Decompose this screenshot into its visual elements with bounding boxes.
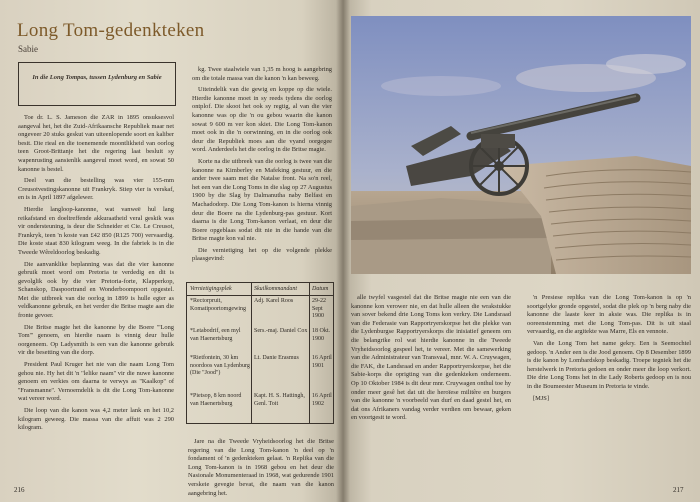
paragraph: Uiteindelik van die gewig en koppe op die wiele. Hierdie kanonne moet in sy reeds tydens die oorlog ontplof. Die skoot het ook sy regtig, al van die vier kanonne was op die 'n ou gebou waarin die kanon sowat 9 600 m ver kon skiet. Die Long Tom-kanon moet ook in die 'n oorwinning, en in die oorlog ook deur die Republiek moes aan die vyand oorgegee word. Anderdeels het die oorlog in die Britse magte. — [192, 86, 332, 154]
paragraph: Deel van die bestelling was vier 155-mm Creusotvestingskanonne uit Frankryk. Stiep vier is verskaf, en is in April 1897 afgelewer. — [18, 177, 174, 202]
right-page — [343, 0, 700, 502]
page-number-left: 216 — [14, 486, 25, 494]
long-tom-cannon-photo — [351, 16, 691, 274]
paragraph: Die vernietiging het op die volgende plekke plaasgevind: — [192, 246, 332, 263]
table-cell-date: 29-22 Sept 1900 — [312, 298, 326, 320]
paragraph: alle twyfel vasgestel dat die Britse magte nie een van die kanonne kon verower nie, en dat hulle alleen die wrakstukke van sover bekend drie Long Toms kon verkry. Die Landsraad van die Federasie van Rapportryerskorpse het die plekke van die Lydenburgse Rapportryerskorps die inisiatief geneem om die belangrike rol wat hierdie kanonne in die Tweede Vryheidsoorlog gespeel het, te vereer. Met die samewerking van die Administrateur van Transvaal, mnr. W. A. Cruywagen, die FAK, die Landsraad en ander Rapportryerskorpse, het die Sabie-korps die oprigting van die gedenkteken onderneem. Op 10 Oktober 1984 is dit deur mnr. Cruywagen onthul toe hy onder meer gesê het dat uit die heroïese militêre en burgers van die kanonne 'n voorbeeld van durf en daad gestel het, en dat ons Afrikaners vandag verder verdien om bewaar, geken en voortgesit te word. — [351, 294, 511, 422]
table-cell-commander: Lt. Danie Erasmus — [254, 355, 299, 361]
right-column-1 — [351, 294, 511, 490]
paragraph: Die Britse magte het die kanonne by die Boere '''Long Tom''' genoem, en hierdie naam is vinnig deur hulle oorgeneem. Op Ladysmith is een van die kanonne gebruik vir die besetting van die dorp. — [18, 323, 174, 357]
table-cell-commander: Sers.-maj. Daniel Cox — [254, 328, 308, 334]
cloud — [606, 54, 686, 74]
platform-shadow — [351, 218, 551, 240]
table-cell-date: 18 Okt. 1900 — [312, 328, 330, 342]
right-column-2 — [527, 294, 691, 484]
paragraph: Die loop van die kanon was 4,2 meter lank en het 10,2 kilogram geweeg. Die massa van die affuit was 2 290 kilogram. — [18, 407, 174, 432]
table-divider — [309, 283, 310, 423]
book-gutter — [336, 0, 350, 502]
left-column-2 — [192, 66, 332, 276]
paragraph: 'n Presiese replika van die Long Tom-kanon is op 'n soortgelyke gronde opgestel, sodat die plek op 'n berg naby die kanonne die laaste keer in aksie was. Die replika is in ooreenstemming met die Long Tom-pas. Dit is uit staal vervaardig, en die argitekte was Marre, Els en vennote. — [527, 294, 691, 336]
table-cell-place: *Rietfontein, 30 km noordoos van Lydenburg (Die "Jood") — [190, 355, 250, 377]
table-cell-place: *Letabodrif, een myl van Haenertsburg — [190, 328, 241, 342]
paragraph: Hierdie langloop-kanonne, wat vanweë hul lang reikafstand en doeltreffende akkuraatheid veral geskik was vir ondersteuning, is deur die Schneider et Cie. Le Creusot, Frankryk, teen 'n koste van £42 850 (R125 700) vervaardig. Die koste staat 830 kilogram weeg. In die fabriek is in die Tweede Wêreldoorlog beskadig. — [18, 205, 174, 256]
cloud — [381, 76, 501, 96]
table-header: Datum — [312, 286, 329, 292]
location-text: In die Long Tompas, tussen Lydenburg en Sabie — [32, 74, 162, 81]
location-box — [18, 62, 176, 106]
table-cell-commander: Kapt. H. S. Hattingh, Genl. Toit — [254, 393, 305, 407]
table-header: Skuilkommandant — [254, 286, 297, 292]
page-title: Long Tom-gedenkteken — [17, 20, 205, 41]
table-cell-date: 16 April 1901 — [312, 355, 332, 369]
paragraph: Jare na die Tweede Vryheidsoorlog het die Britse regering van die Long Tom-kanon 'n deel op 'n fondament of 'n gedenkteken gelaat. 'n Replika van die Long Tom-kanon is in 1968 gebou en het deur die Nasionale Monumenteraad in 1968, wat gedurende 1901 verskeie gevegte bevat, die naam van die kanon aangebring het. — [188, 438, 334, 497]
paragraph: Toe dr. L. S. Jameson die ZAR in 1895 onsuksesvol aangeval het, het die Zuid-Afrikaansche Republiek maar net ongeveer 20 stuks geskut van uiteenlopende soort en kaliber besit. Die rieal en die toenemende moontlikheid van oorlog teen Groot-Brittanje het die regering laat besluit sy wapenrusting aansienlik aangevul moet word, en sowat 50 kanonne is bestel. — [18, 114, 174, 173]
paragraph: kg. Twee staalwiele van 1,35 m hoog is aangebring om die totale massa van die kanon 'n kan beweeg. — [192, 66, 332, 82]
cannon-photo-graphic — [351, 16, 691, 274]
paragraph: President Paul Kruger het nie van die naam Long Tom gehou nie. Hy het dit 'n ''lelike naam'' vir die nuwe kanonne genoem en verkies om daarna te verwys as ''Kaalkop'' of ''Fransmanne''. Vernoemdelik is dit die Long Tom-kanonne wat vereer word. — [18, 361, 174, 403]
paragraph: Die aanvanklike beplanning was dat die vier kanonne gebruik moet word om Pretoria te verdedig en dit is gevolglik ook by die vier Pretoria-forte, Klapperkop, Schanskop, Daspoortrand en Wonderboompoort opgestel. Met die uitbreek van die oorlog in 1899 is hulle egter as veldkanonne gebruik, en het verder die Britse magte aan die fronte gevoer. — [18, 260, 174, 320]
table-cell-date: 16 April 1902 — [312, 393, 332, 407]
page-subtitle: Sabie — [18, 44, 38, 54]
destruction-table — [186, 282, 334, 424]
paragraph: Van die Long Tom het name gekry. Een is Seemochtel gedoop. 'n Ander een is die Jood genoem. Op 8 Desember 1899 is die kanon by Lombardskop beskadig. Troepe tegniek het die herstelwerk in Pretoria gedoen en onder meer die loop verkort. Die drie Long Toms het in die Lady Roberts gedoop en is nou in die Boumeester Museum in Pretoria te vinde. — [527, 339, 691, 390]
table-cell-commander: Adj. Karel Roos — [254, 298, 294, 304]
page-number-right: 217 — [673, 486, 684, 494]
table-cell-place: *Rectorpruit, Komatipoortomgewing — [190, 298, 246, 312]
left-column-1 — [18, 114, 174, 488]
paragraph: Korte na die uitbreek van die oorlog is twee van die kanonne na Kimberley en Mafeking gestuur, en die ander twee saam met die Natalse front. Na so'n reel, het een van die Long Toms in die slag op 27 Augustus 1900 by die Slag by Dalmanutha naby Belfast en Machadodorp. Die Long Tom-kanon is hierna vinnig deur die Boere na die Lydenburg-pas gestuur. Kort daarna is die Long Tom-kanon verlaat, en deur die Boere opgeblaas sodat dit nie in die hande van die Britse magte kon val nie. — [192, 157, 332, 243]
table-header: Vernietigingsplek — [190, 286, 232, 292]
table-divider — [251, 283, 252, 423]
left-column-2-bottom — [188, 438, 334, 497]
author-initials: [MJS] — [533, 394, 549, 402]
table-cell-place: *Pietsop, 8 km noord van Haenertsburg — [190, 393, 242, 407]
table-rule — [187, 295, 333, 297]
left-page — [0, 0, 343, 502]
